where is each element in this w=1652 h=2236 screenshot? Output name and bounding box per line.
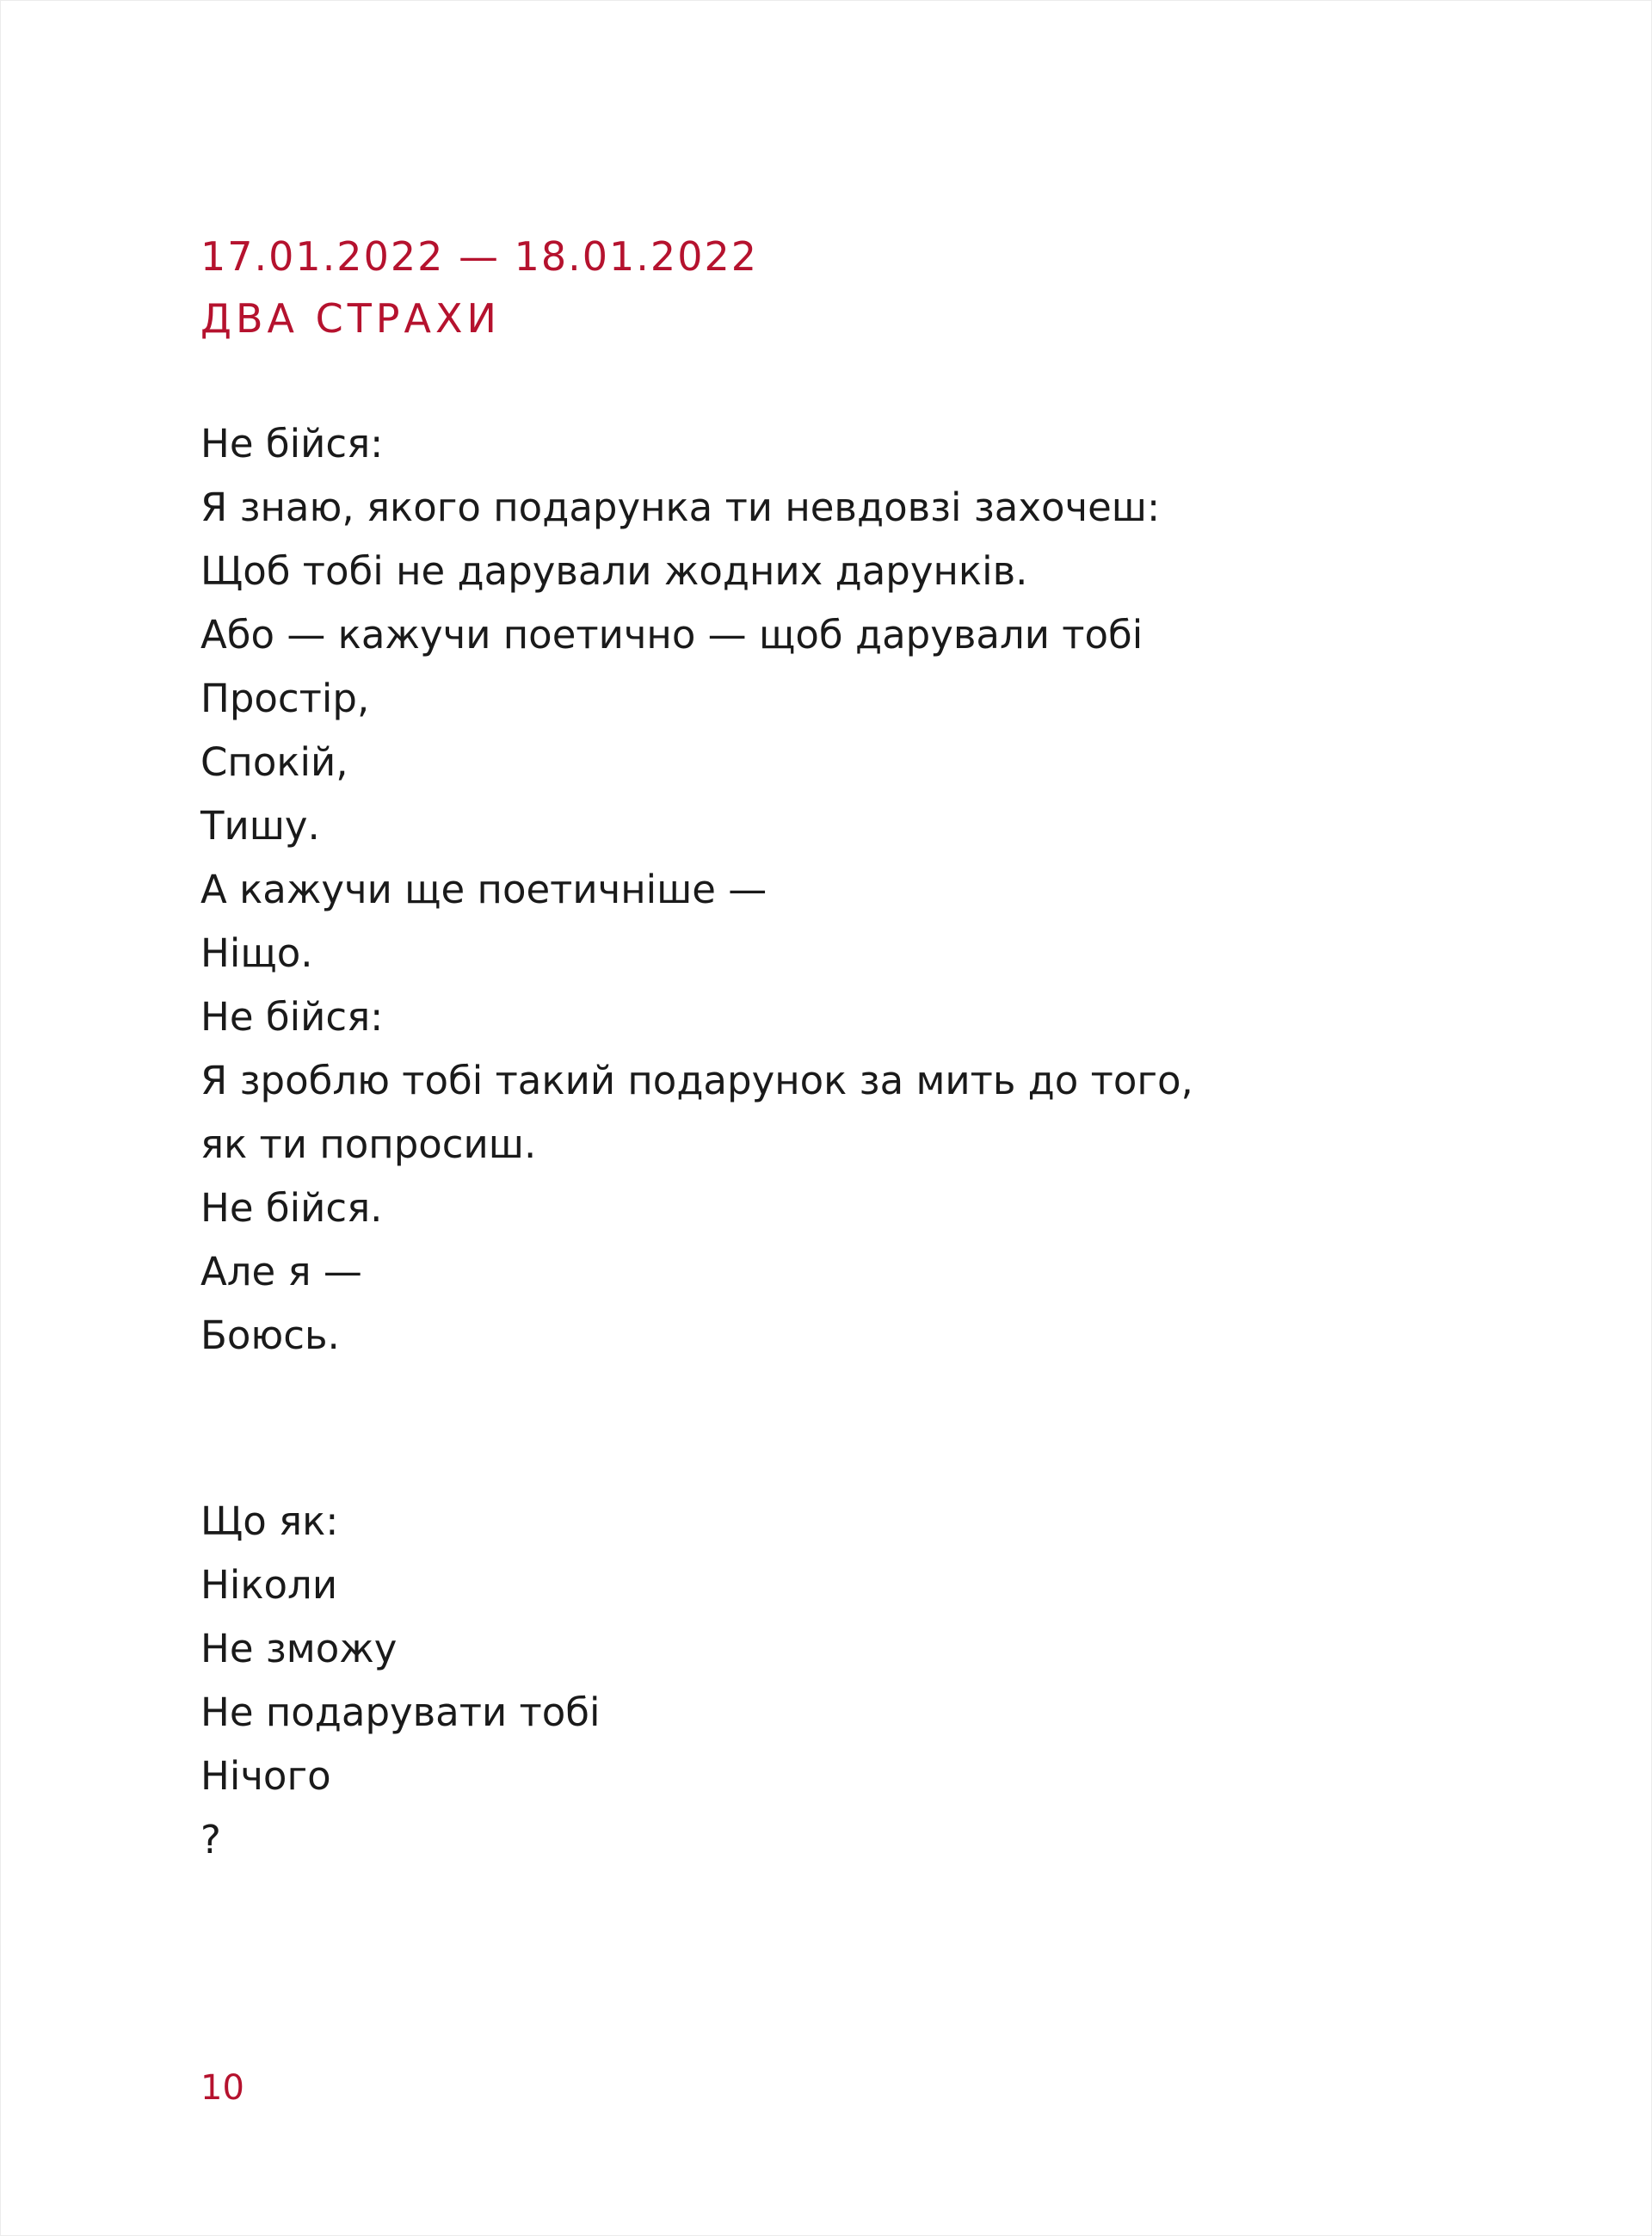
poem-title: ДВА СТРАХИ bbox=[200, 295, 501, 342]
poem-line: Нічого bbox=[200, 1753, 331, 1799]
poem-line: Не бійся: bbox=[200, 994, 384, 1040]
page-number: 10 bbox=[200, 2068, 244, 2108]
poem-line: Спокій, bbox=[200, 739, 348, 785]
poem-line: Ніколи bbox=[200, 1562, 338, 1608]
poem-line: ? bbox=[200, 1817, 221, 1862]
poem-line: Тишу. bbox=[200, 803, 320, 849]
stanza-1 bbox=[200, 412, 1193, 1368]
date-range: 17.01.2022 — 18.01.2022 bbox=[200, 233, 758, 280]
poem-line: Що як: bbox=[200, 1498, 339, 1544]
poem-line: Я зроблю тобі такий подарунок за мить до того, bbox=[200, 1058, 1193, 1103]
poem-header bbox=[200, 225, 758, 349]
poem-line: Але я — bbox=[200, 1249, 362, 1294]
poem-line: А кажучи ще поетичніше — bbox=[200, 867, 767, 912]
poem-line: Щоб тобі не дарували жодних дарунків. bbox=[200, 548, 1028, 594]
poem-line: Простір, bbox=[200, 676, 370, 721]
poem-line: Боюсь. bbox=[200, 1313, 340, 1358]
poem-line: Ніщо. bbox=[200, 930, 313, 976]
poem-line: Або — кажучи поетично — щоб дарували тобі bbox=[200, 612, 1143, 658]
poem-line: Не зможу bbox=[200, 1626, 398, 1671]
poem-line: Не бійся: bbox=[200, 421, 384, 466]
poem-line: Не бійся. bbox=[200, 1185, 383, 1231]
poem-line: як ти попросиш. bbox=[200, 1121, 537, 1167]
poem-line: Не подарувати тобі bbox=[200, 1689, 601, 1735]
stanza-2 bbox=[200, 1490, 601, 1872]
poem-line: Я знаю, якого подарунка ти невдовзі захочеш: bbox=[200, 485, 1161, 530]
